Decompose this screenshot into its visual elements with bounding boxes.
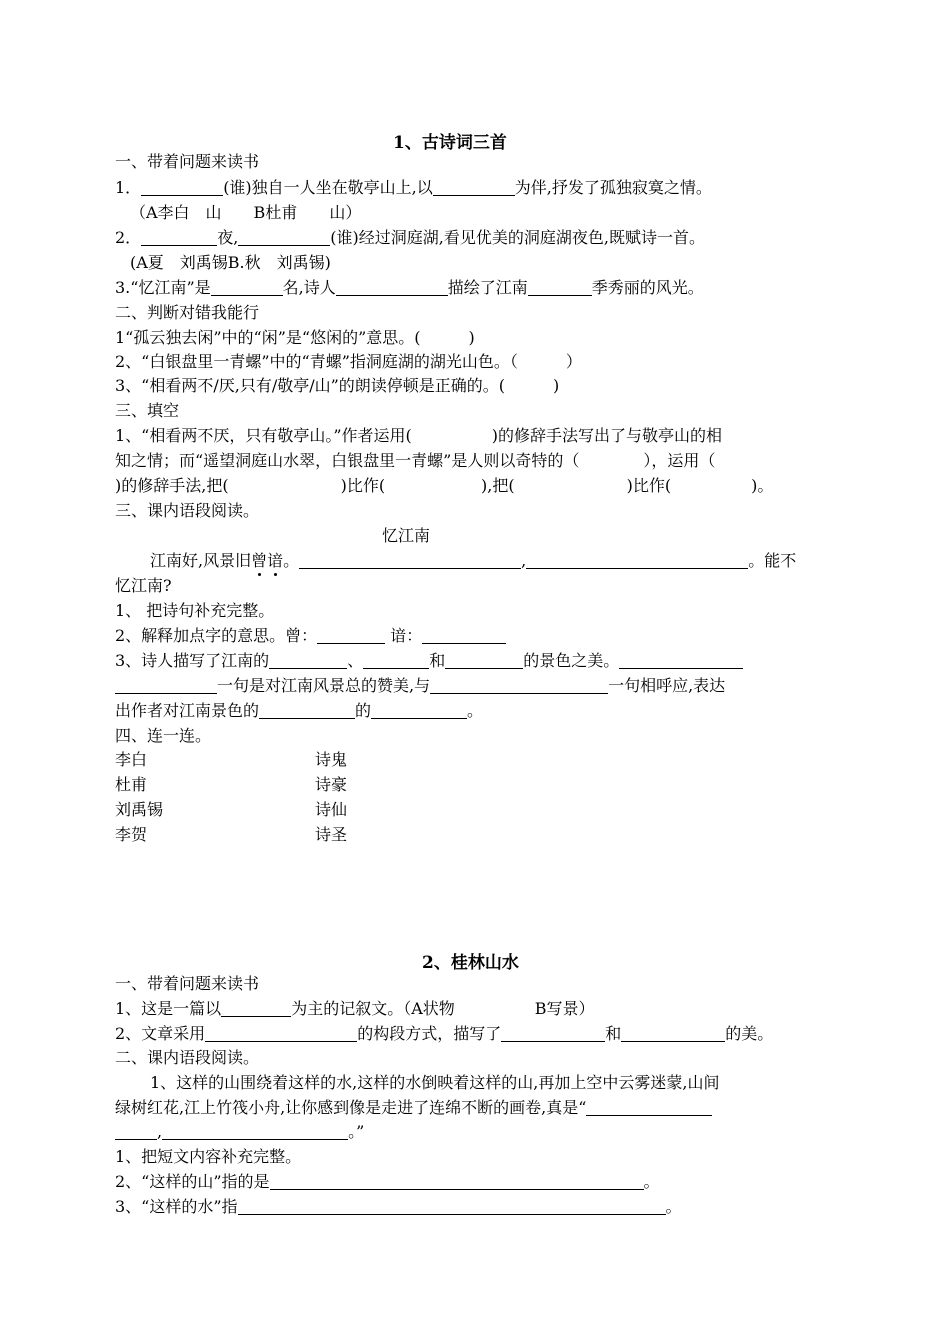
lesson1-judge-1: 1“孤云独去闲”中的“闲”是“悠闲的”意思。( ) [115,328,475,347]
reading-q3-line1: 3、诗人描写了江南的 、 和 的景色之美。 [115,651,743,671]
poet-name[interactable]: 刘禹锡 [115,800,164,819]
lesson2-section2-heading: 二、课内语段阅读。 [115,1048,260,1067]
lesson2-reading-q2: 2、“这样的山”指的是 。 [115,1172,660,1191]
lesson1-section5-heading: 四、连一连。 [115,726,212,745]
lesson1-fill-line-2: 知之情；而“遥望洞庭山水翠，白银盘里一青螺”是人则以奇特的（ ），运用（ [115,451,716,470]
reading-q3-line2: 一句是对江南风景总的赞美,与 一句相呼应,表达 [115,676,725,696]
poem-line-end: 忆江南? [115,576,172,595]
lesson2-q1: 1、这是一篇以 为主的记叙文。（A状物 B写景） [115,999,595,1018]
blank[interactable] [269,652,347,669]
reading-q3-line3: 出作者对江南景色的 的 。 [115,701,484,720]
blank[interactable] [270,1173,644,1190]
blank[interactable] [619,652,743,669]
lesson1-judge-2: 2、“白银盘里一青螺”中的“青螺”指洞庭湖的湖光山色。（ ） [115,352,582,371]
lesson2-section1-heading: 一、带着问题来读书 [115,974,260,993]
blank[interactable] [238,229,330,246]
blank[interactable] [336,279,448,296]
poem-title: 忆江南 [382,526,431,545]
reading-q2: 2、解释加点字的意思。曾： 谙： [115,626,506,646]
lesson1-fill-line-1: 1、“相看两不厌，只有敬亭山。”作者运用( )的修辞手法写出了与敬亭山的相 [115,426,723,445]
blank[interactable] [259,702,355,719]
blank[interactable] [141,229,217,246]
reading-q1: 1、 把诗句补充完整。 [115,601,275,620]
blank[interactable] [445,652,523,669]
blank[interactable] [221,1000,291,1017]
lesson1-fill-line-3: )的修辞手法,把( )比作( ),把( )比作( )。 [115,476,774,495]
poet-name[interactable]: 李贺 [115,825,148,844]
poet-title[interactable]: 诗仙 [315,800,348,819]
lesson1-q1-options: （A李白 山 B杜甫 山） [130,203,362,222]
blank[interactable] [238,1198,666,1215]
blank[interactable] [317,627,385,644]
dotted-char: 曾 [251,551,268,570]
blank[interactable] [526,552,748,569]
lesson2-passage-line3: , 。” [115,1122,364,1142]
lesson2-q2: 2、文章采用 的构段方式，描写了 和 的美。 [115,1024,774,1043]
lesson1-section1-heading: 一、带着问题来读书 [115,152,260,171]
lesson2-passage-line1: 1、这样的山围绕着这样的水,这样的水倒映着这样的山,再加上空中云雾迷蒙,山间 [150,1073,720,1092]
blank[interactable] [586,1099,712,1116]
blank[interactable] [371,702,467,719]
lesson2-title: 2、桂林山水 [422,953,519,973]
poet-title[interactable]: 诗鬼 [315,750,348,769]
poem-line: 江南好,风景旧曾谙。 , 。能不 [150,551,797,570]
blank[interactable] [299,552,521,569]
blank[interactable] [430,677,608,694]
lesson1-section3-heading: 三、填空 [115,401,180,420]
lesson1-title: 1、古诗词三首 [393,133,507,153]
blank[interactable] [205,1025,357,1042]
blank[interactable] [528,279,592,296]
blank[interactable] [162,1123,348,1140]
lesson1-section2-heading: 二、判断对错我能行 [115,303,260,322]
poet-title[interactable]: 诗豪 [315,775,348,794]
blank[interactable] [422,627,506,644]
lesson1-q3: 3.“忆江南”是 名,诗人 描绘了江南 季秀丽的风光。 [115,278,704,297]
blank[interactable] [115,677,217,694]
lesson2-reading-q1: 1、把短文内容补充完整。 [115,1147,302,1166]
blank[interactable] [501,1025,605,1042]
poet-name[interactable]: 李白 [115,750,148,769]
blank[interactable] [115,1123,157,1140]
lesson1-q2: 2． 夜, (谁)经过洞庭湖,看见优美的洞庭湖夜色,既赋诗一首。 [115,228,705,247]
lesson2-reading-q3: 3、“这样的水”指 。 [115,1197,682,1216]
blank[interactable] [211,279,283,296]
lesson1-judge-3: 3、“相看两不/厌,只有/敬亭/山”的朗读停顿是正确的。( ) [115,376,560,395]
lesson1-q1: 1． (谁)独自一人坐在敬亭山上,以 为伴,抒发了孤独寂寞之情。 [115,178,712,197]
dotted-char: 谙 [267,551,284,570]
blank[interactable] [433,179,515,196]
lesson2-passage-line2: 绿树红花,江上竹筏小舟,让你感到像是走进了连绵不断的画卷,真是“ [115,1098,712,1118]
poet-title[interactable]: 诗圣 [315,825,348,844]
blank[interactable] [621,1025,725,1042]
poet-name[interactable]: 杜甫 [115,775,148,794]
blank[interactable] [141,179,223,196]
lesson1-section4-heading: 三、课内语段阅读。 [115,501,260,520]
blank[interactable] [363,652,429,669]
lesson1-q2-options: (A夏 刘禹锡B.秋 刘禹锡) [130,253,331,272]
